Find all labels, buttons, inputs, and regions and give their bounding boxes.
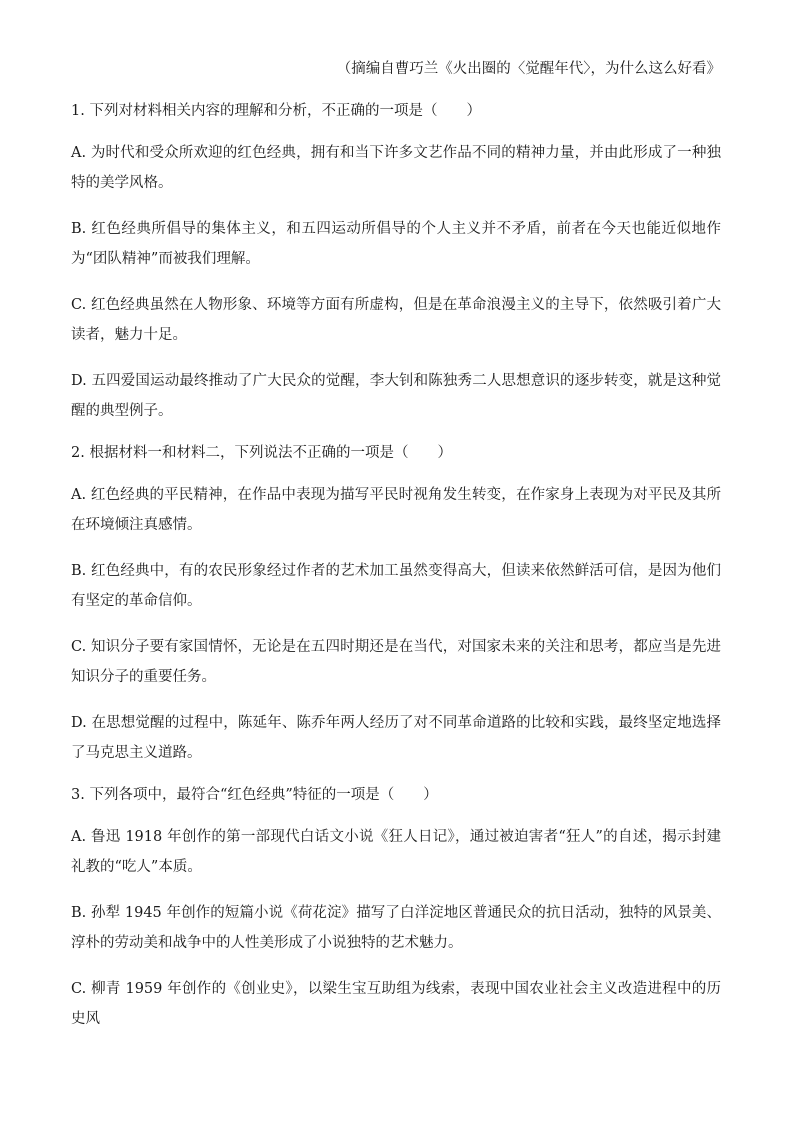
source-citation: （摘编自曹巧兰《火出圈的〈觉醒年代〉，为什么这么好看》	[336, 61, 721, 77]
question-3-option-c: C. 柳青 1959 年创作的《创业史》，以梁生宝互助组为线索，表现中国农业社会主义改造进程中的历史风	[71, 981, 721, 1027]
question-2-option-d: D. 在思想觉醒的过程中，陈延年、陈乔年两人经历了对不同革命道路的比较和实践，最终坚定地选择了马克思主义道路。	[71, 715, 721, 761]
question-1-option-c: C. 红色经典虽然在人物形象、环境等方面有所虚构，但是在革命浪漫主义的主导下，依然吸引着广大读者，魅力十足。	[71, 297, 721, 343]
question-1-stem: 1. 下列对材料相关内容的理解和分析，不正确的一项是（ ）	[71, 103, 481, 119]
question-1-option-b: B. 红色经典所倡导的集体主义，和五四运动所倡导的个人主义并不矛盾，前者在今天也能近似地作为“团队精神”而被我们理解。	[71, 221, 721, 267]
document-page	[71, 58, 721, 1050]
question-2-option-c: C. 知识分子要有家国情怀，无论是在五四时期还是在当代，对国家未来的关注和思考，都应当是先进知识分子的重要任务。	[71, 639, 721, 685]
question-3-option-b: B. 孙犁 1945 年创作的短篇小说《荷花淀》描写了白洋淀地区普通民众的抗日活动，独特的风景美、淳朴的劳动美和战争中的人性美形成了小说独特的艺术魅力。	[71, 905, 721, 951]
question-3-stem: 3. 下列各项中，最符合“红色经典”特征的一项是（ ）	[71, 787, 438, 803]
question-1-option-d: D. 五四爱国运动最终推动了广大民众的觉醒，李大钊和陈独秀二人思想意识的逐步转变，就是这种觉醒的典型例子。	[71, 373, 721, 419]
question-2-option-a: A. 红色经典的平民精神，在作品中表现为描写平民时视角发生转变，在作家身上表现为对平民及其所在环境倾注真感情。	[71, 487, 721, 533]
question-1-option-a: A. 为时代和受众所欢迎的红色经典，拥有和当下许多文艺作品不同的精神力量，并由此形成了一种独特的美学风格。	[71, 145, 721, 191]
question-2-option-b: B. 红色经典中，有的农民形象经过作者的艺术加工虽然变得高大，但读来依然鲜活可信，是因为他们有坚定的革命信仰。	[71, 563, 721, 609]
question-2-stem: 2. 根据材料一和材料二，下列说法不正确的一项是（ ）	[71, 445, 452, 461]
question-3-option-a: A. 鲁迅 1918 年创作的第一部现代白话文小说《狂人日记》，通过被迫害者“狂人”的自述，揭示封建礼教的“吃人”本质。	[71, 829, 721, 875]
